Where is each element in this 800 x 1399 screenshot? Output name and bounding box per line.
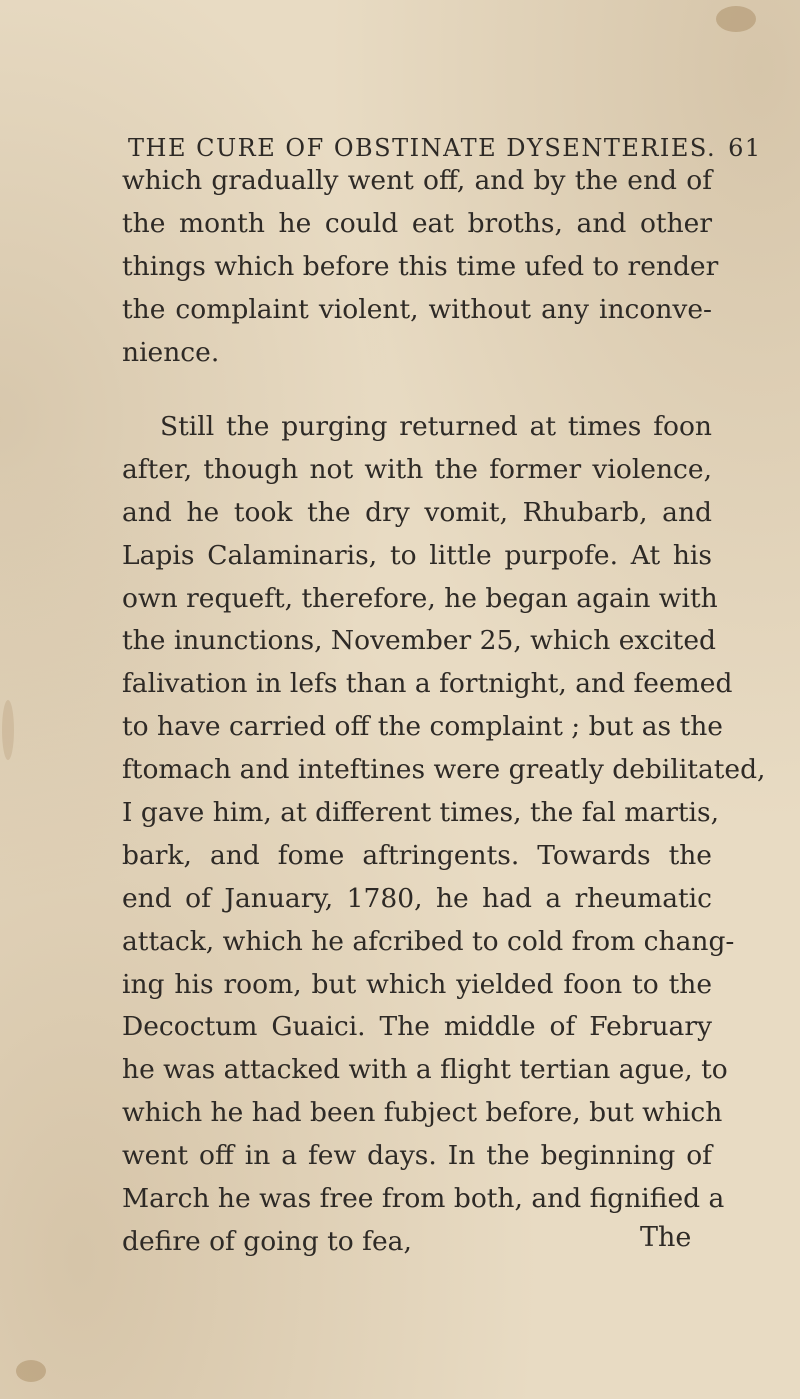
paper-stain xyxy=(16,1360,46,1382)
text-line: bark, and fome aftringents. Towards the xyxy=(122,839,712,871)
text-line: Still the purging returned at times foon xyxy=(160,411,712,442)
text-line: falivation in lefs than a fortnight, and feemed xyxy=(122,668,733,700)
text-line: own requeft, therefore, he began again with xyxy=(122,582,718,614)
running-header xyxy=(128,134,762,162)
text-line: nience. xyxy=(122,336,220,368)
text-line: attack, which he afcribed to cold from chang- xyxy=(122,925,735,957)
paragraph-2 xyxy=(122,406,766,1264)
text-line: I gave him, at different times, the fal martis, xyxy=(122,797,720,829)
text-line: Lapis Calaminaris, to little purpofe. At his xyxy=(122,539,712,571)
text-line: the inunctions, November 25, which excited xyxy=(122,625,716,657)
text-line: ing his room, but which yielded foon to the xyxy=(122,968,712,1000)
paper-stain xyxy=(716,6,756,32)
text-line: the complaint violent, without any inconve- xyxy=(122,293,712,325)
text-line: after, though not with the former violence, xyxy=(122,453,712,485)
text-line: end of January, 1780, he had a rheumatic xyxy=(122,882,712,914)
text-line: things which before this time ufed to render xyxy=(122,250,719,282)
text-line: went off in a few days. In the beginning of xyxy=(122,1140,712,1172)
text-line: defire of going to fea, xyxy=(122,1225,412,1257)
text-line: ftomach and inteftines were greatly debilitated, xyxy=(122,754,766,786)
text-line: the month he could eat broths, and other xyxy=(122,207,712,239)
paper-stain xyxy=(2,700,14,760)
running-title: THE CURE OF OBSTINATE DYSENTERIES. xyxy=(128,134,717,162)
page-number: 61 xyxy=(728,134,762,162)
paragraph-1 xyxy=(122,160,719,374)
catchword: The xyxy=(640,1222,692,1253)
text-line: which gradually went off, and by the end of xyxy=(122,165,712,196)
text-line: to have carried off the complaint ; but as the xyxy=(122,711,723,743)
text-line: and he took the dry vomit, Rhubarb, and xyxy=(122,496,712,528)
text-line: he was attacked with a flight tertian ague, to xyxy=(122,1054,728,1086)
text-line: Decoctum Guaici. The middle of February xyxy=(122,1011,712,1043)
text-line: which he had been fubject before, but which xyxy=(122,1097,723,1129)
text-line: March he was free from both, and fignified a xyxy=(122,1183,725,1215)
